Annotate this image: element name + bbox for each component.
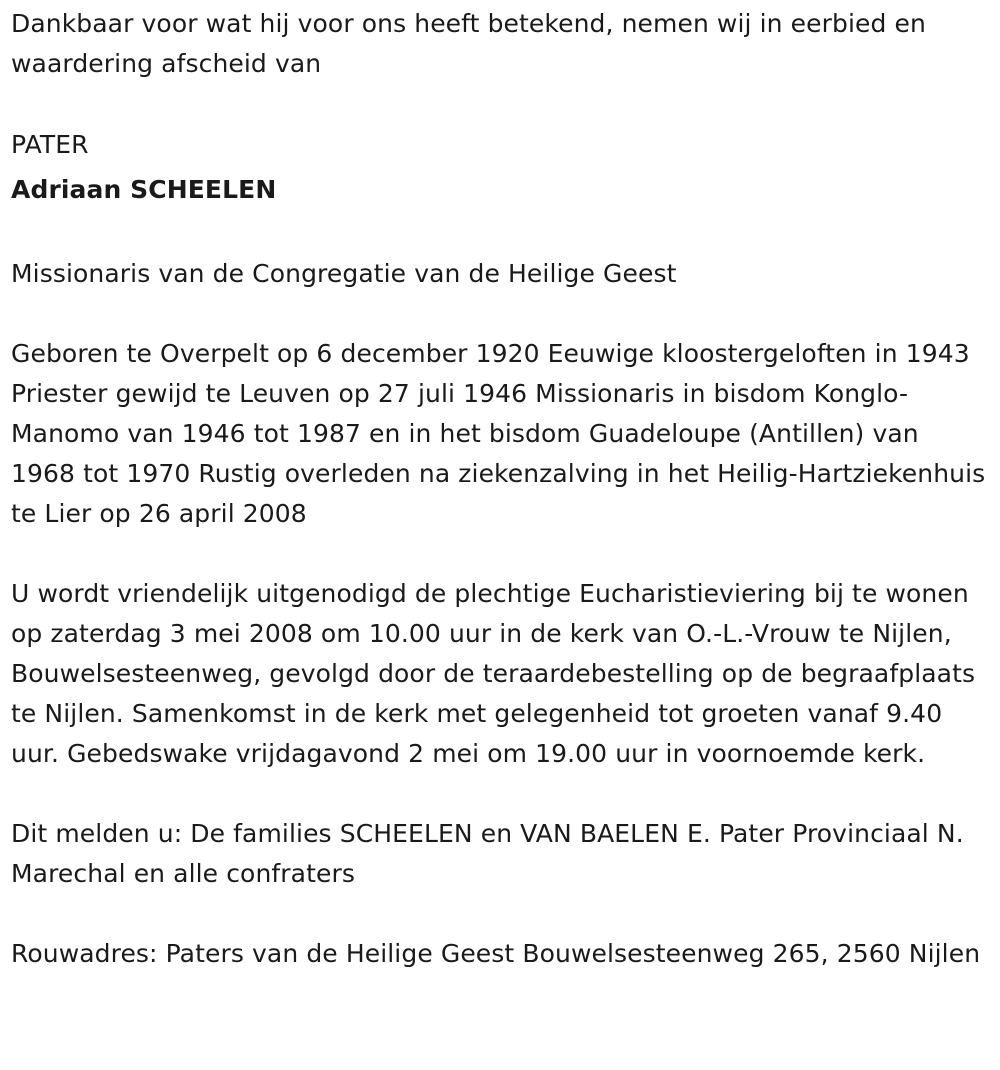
deceased-role: Missionaris van de Congregatie van de Heilige Geest [11, 259, 677, 288]
biography-text: Geboren te Overpelt op 6 december 1920 Eeuwige kloostergeloften in 1943 Priester gewijd te Leuven op 27 juli 1946 Missionaris in bisdom Konglo-Manomo van 1946 tot 1987 en in het bisdom Guadeloupe (Antillen) van 1968 tot 1970 Rustig overleden na ziekenzalving in het Heilig-Hartziekenhuis te Lier op 26 april 2008 [11, 339, 986, 528]
announcers-text: Dit melden u: De families SCHEELEN en VAN BAELEN E. Pater Provinciaal N. Marechal en alle confraters [11, 819, 964, 888]
spacer [11, 214, 990, 254]
deceased-title: PATER [11, 130, 89, 159]
spacer [11, 534, 990, 574]
intro-text: Dankbaar voor wat hij voor ons heeft betekend, nemen wij in eerbied en waardering afscheid van [11, 9, 926, 78]
deceased-name: Adriaan SCHEELEN [11, 175, 277, 204]
spacer [11, 774, 990, 814]
spacer [11, 894, 990, 934]
invitation-text: U wordt vriendelijk uitgenodigd de plechtige Eucharistieviering bij te wonen op zaterdag 3 mei 2008 om 10.00 uur in de kerk van O.-L.-Vrouw te Nijlen, Bouwelsesteenweg, gevolgd door de teraardebestelling op de begraafplaats te Nijlen. Samenkomst in de kerk met gelegenheid tot groeten vanaf 9.40 uur. Gebedswake vrijdagavond 2 mei om 19.00 uur in voornoemde kerk. [11, 579, 976, 768]
spacer [11, 84, 990, 124]
mourning-address: Rouwadres: Paters van de Heilige Geest Bouwelsesteenweg 265, 2560 Nijlen [11, 939, 981, 968]
spacer [11, 294, 990, 334]
